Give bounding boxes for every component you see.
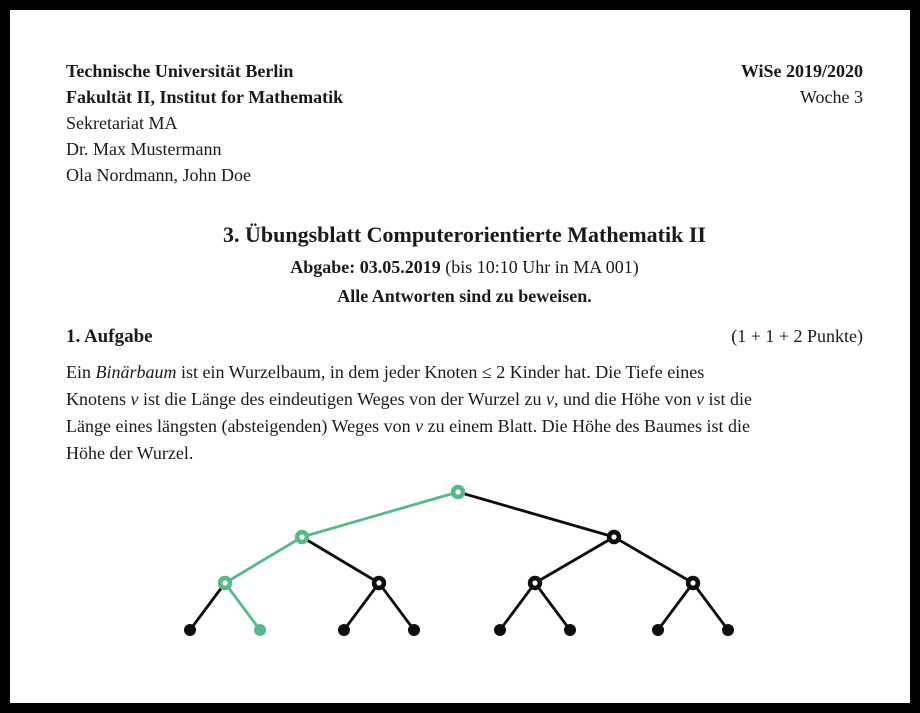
- deadline-date: Abgabe: 03.05.2019: [290, 257, 441, 277]
- binary-tree-figure: [10, 470, 910, 660]
- paragraph-text: Knotens: [66, 389, 131, 409]
- page-title: 3. Übungsblatt Computerorientierte Mathematik II: [223, 222, 706, 247]
- paragraph-text: ist ein Wurzelbaum, in dem jeder Knoten ≤ 2 Kinder hat. Die Tiefe eines: [176, 362, 705, 382]
- tree-edge: [190, 583, 225, 630]
- paragraph-text: ist die Länge des eindeutigen Weges von der Wurzel zu: [138, 389, 547, 409]
- tree-internal-node: [688, 578, 698, 588]
- tree-leaf-node: [254, 624, 266, 636]
- tree-edge: [535, 537, 614, 583]
- tree-edge: [225, 583, 260, 630]
- paragraph-text: , und die Höhe von: [554, 389, 697, 409]
- deadline-details: (bis 10:10 Uhr in MA 001): [440, 257, 639, 277]
- tree-edge: [302, 537, 379, 583]
- tree-internal-node: [530, 578, 540, 588]
- tree-leaf-node: [564, 624, 576, 636]
- task-points: (1 + 1 + 2 Punkte): [731, 326, 863, 346]
- task-paragraph: [66, 359, 863, 467]
- header-left-line: Ola Nordmann, John Doe: [66, 165, 251, 185]
- tree-internal-node: [297, 532, 307, 542]
- header-right-line: Woche 3: [799, 87, 863, 107]
- header-left-line: Technische Universität Berlin: [66, 61, 294, 81]
- header-left: [66, 58, 343, 188]
- header-left-line: Dr. Max Mustermann: [66, 139, 222, 159]
- tree-internal-node: [374, 578, 384, 588]
- tree-edge: [658, 583, 693, 630]
- task-label: 1. Aufgabe: [66, 326, 153, 347]
- tree-leaf-node: [338, 624, 350, 636]
- tree-internal-node: [453, 487, 463, 497]
- math-variable: v: [696, 389, 705, 409]
- paragraph-text: Länge eines längsten (absteigenden) Weges von: [66, 416, 416, 436]
- header-left-line: Sekretariat MA: [66, 113, 178, 133]
- tree-leaf-node: [652, 624, 664, 636]
- task-heading-row: [66, 323, 863, 350]
- paragraph-line: [66, 413, 863, 440]
- paragraph-line: [66, 440, 863, 467]
- paragraph-text: Höhe der Wurzel.: [66, 443, 194, 463]
- paragraph-line: [66, 386, 863, 413]
- math-variable: v: [130, 389, 139, 409]
- tree-leaf-node: [494, 624, 506, 636]
- tree-internal-node: [609, 532, 619, 542]
- tree-edge: [500, 583, 535, 630]
- proof-note: Alle Antworten sind zu beweisen.: [337, 286, 592, 306]
- paragraph-line: [66, 359, 863, 386]
- tree-leaf-node: [722, 624, 734, 636]
- header-right: [741, 58, 863, 110]
- header-left-line: Fakultät II, Institut for Mathematik: [66, 87, 344, 107]
- tree-edge: [225, 537, 302, 583]
- math-variable: v: [546, 389, 555, 409]
- tree-edge: [458, 492, 614, 537]
- paragraph-text: ist die: [704, 389, 753, 409]
- tree-leaf-node: [184, 624, 196, 636]
- paragraph-text: Ein: [66, 362, 96, 382]
- math-variable: Binärbaum: [95, 362, 177, 382]
- tree-edge: [344, 583, 379, 630]
- tree-leaf-node: [408, 624, 420, 636]
- tree-edge: [614, 537, 693, 583]
- deadline-line: [66, 254, 863, 280]
- tree-edge: [535, 583, 570, 630]
- paragraph-text: zu einem Blatt. Die Höhe des Baumes ist die: [423, 416, 751, 436]
- tree-internal-node: [220, 578, 230, 588]
- header-right-line: WiSe 2019/2020: [740, 61, 863, 81]
- tree-edge: [379, 583, 414, 630]
- document-header: [66, 58, 863, 188]
- tree-edge: [693, 583, 728, 630]
- math-variable: v: [415, 416, 424, 436]
- tree-edge: [302, 492, 458, 537]
